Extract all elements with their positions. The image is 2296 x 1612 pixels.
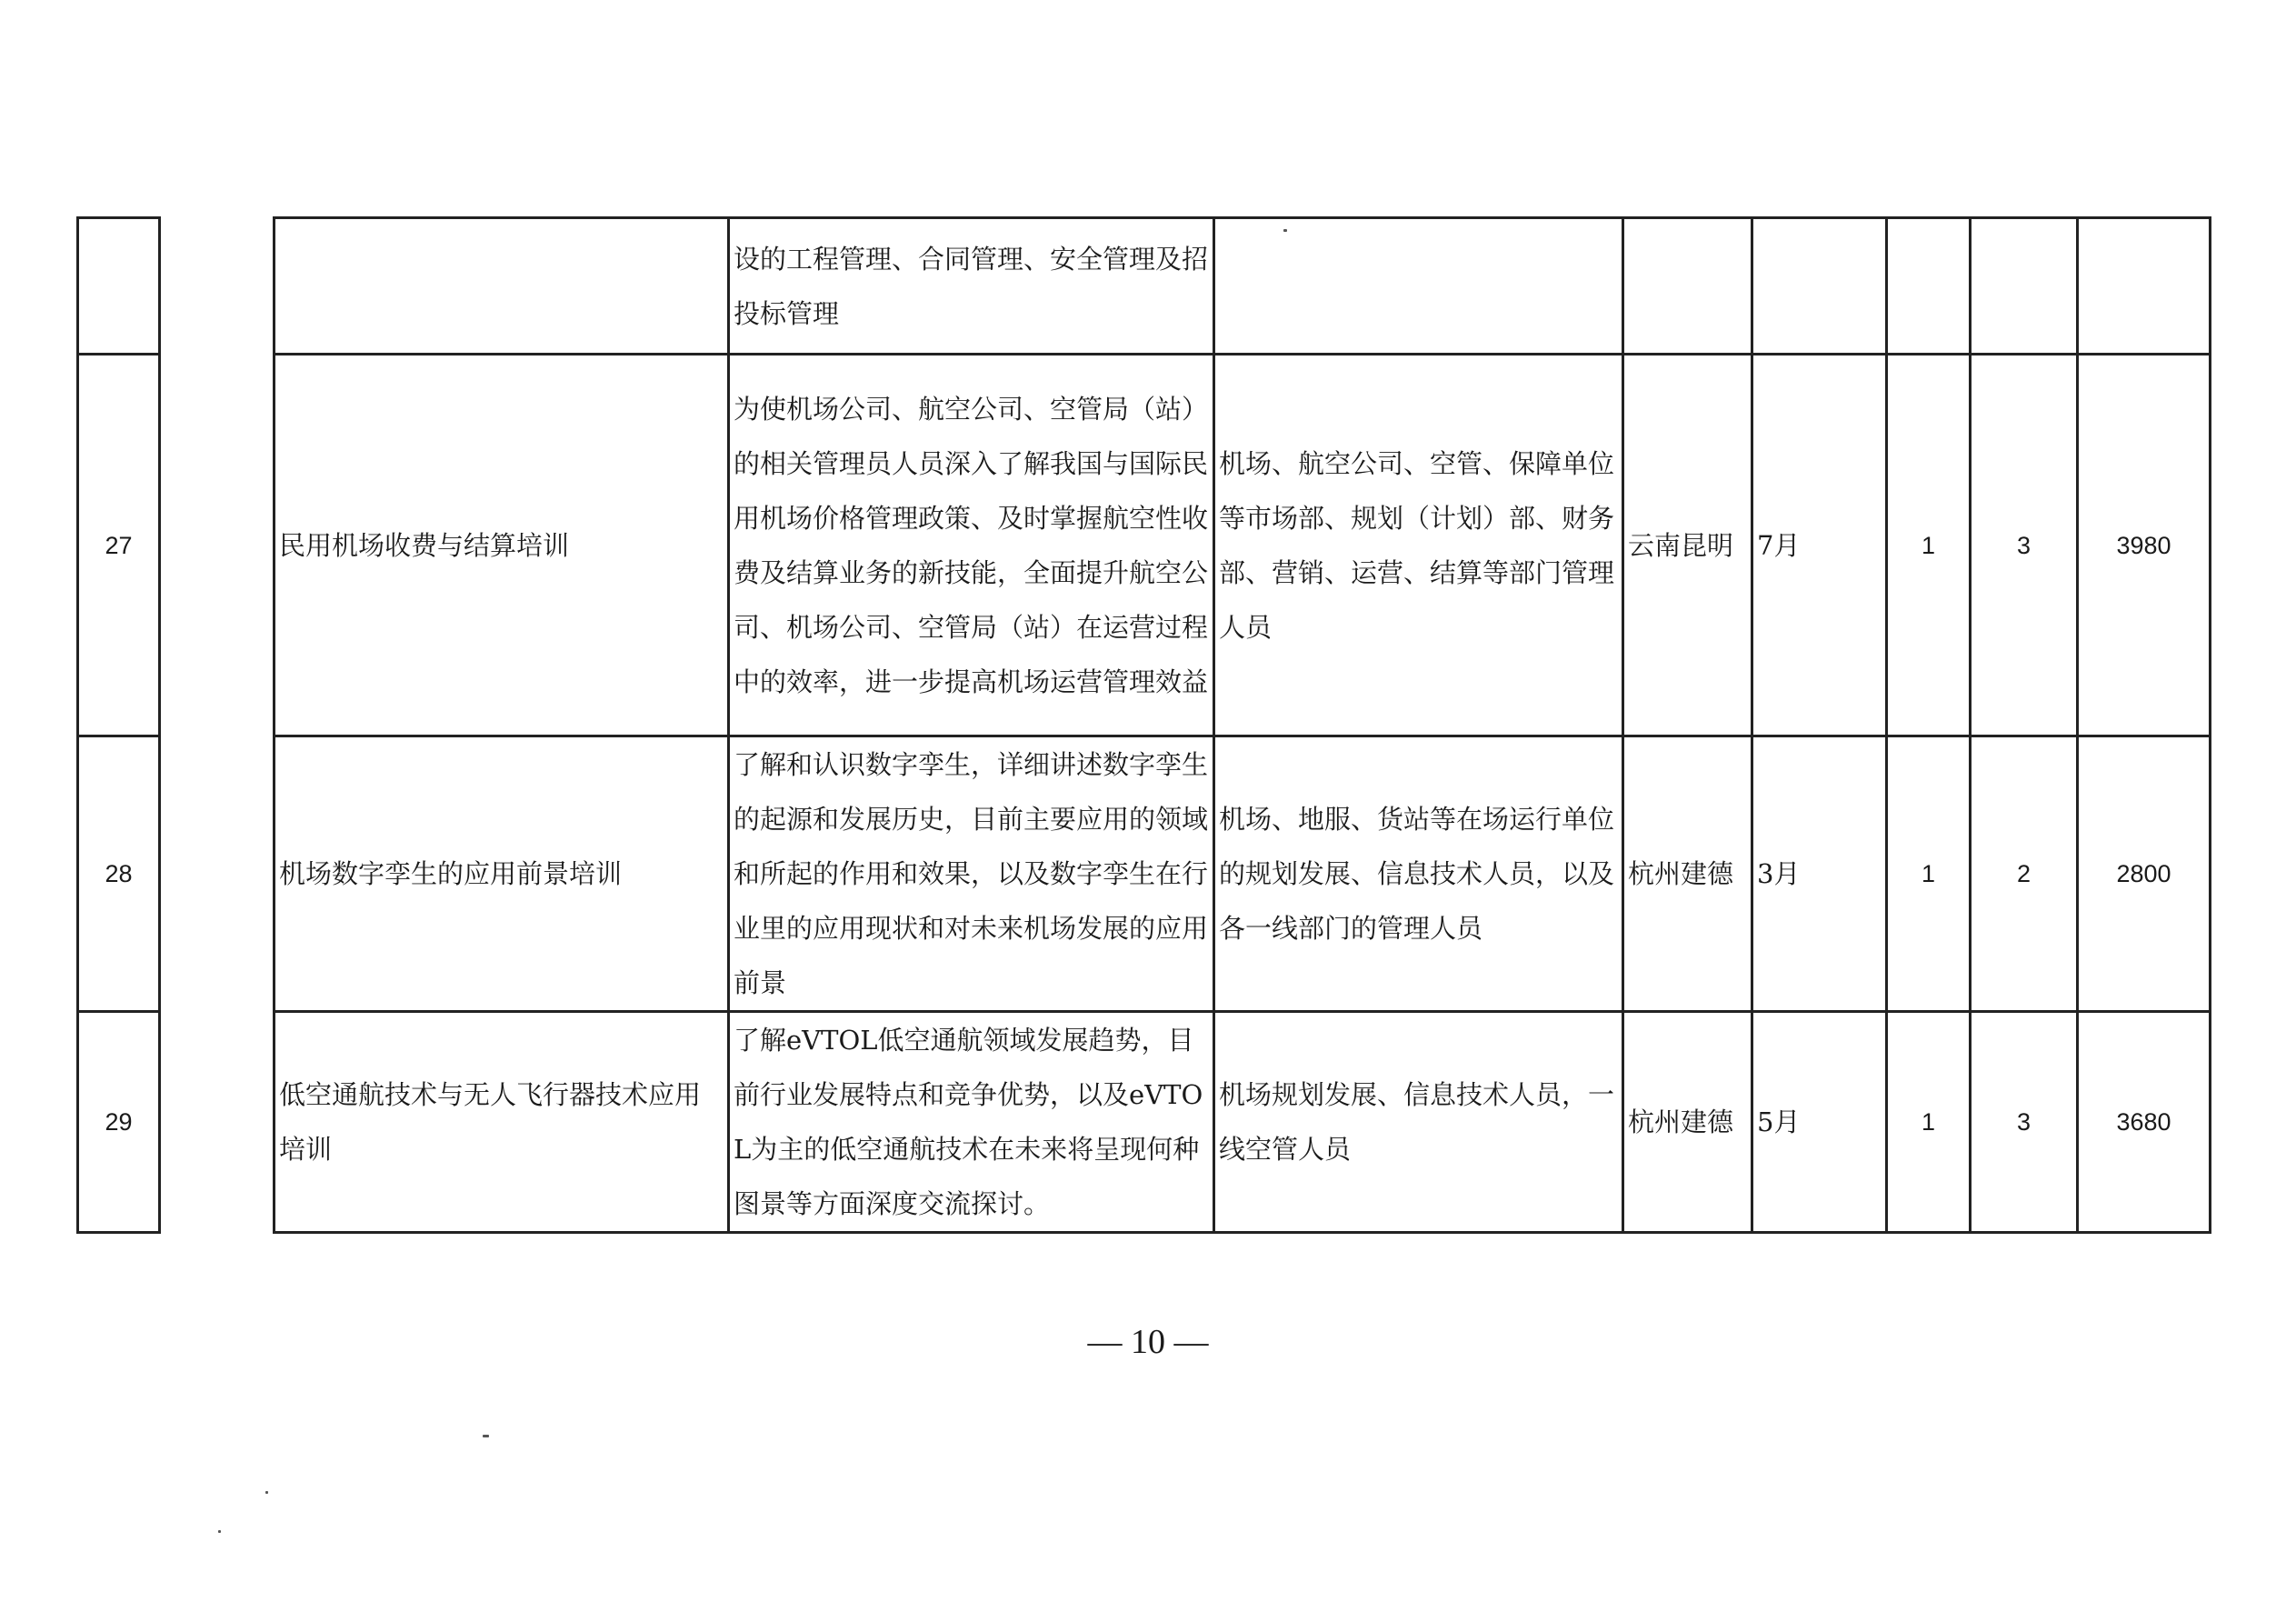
page-number: — 10 — — [1087, 1323, 1209, 1361]
target-audience: 机场、航空公司、空管、保障单位等市场部、规划（计划）部、财务部、营销、运营、结算等部门管理人员 — [1214, 355, 1623, 736]
table-row — [78, 1012, 2211, 1233]
fee — [2078, 218, 2211, 355]
category-cell — [160, 218, 275, 1233]
table-row — [78, 355, 2211, 736]
row-number: 27 — [78, 355, 160, 736]
location — [1623, 218, 1752, 355]
location: 云南昆明 — [1623, 355, 1752, 736]
table-row — [78, 736, 2211, 1012]
course-content: 为使机场公司、航空公司、空管局（站）的相关管理员人员深入了解我国与国际民用机场价格管理政策、及时掌握航空性收费及结算业务的新技能，全面提升航空公司、机场公司、空管局（站）在运营过程中的效率，进一步提高机场运营管理效益 — [729, 355, 1214, 736]
row-number: 28 — [78, 736, 160, 1012]
fee: 3980 — [2078, 355, 2211, 736]
course-content: 了解eVTOL低空通航领域发展趋势，目前行业发展特点和竞争优势，以及eVTOL为主的低空通航技术在未来将呈现何种图景等方面深度交流探讨。 — [729, 1012, 1214, 1233]
day-count: 2 — [1971, 736, 2078, 1012]
scan-speck — [483, 1435, 489, 1437]
session-count: 1 — [1887, 736, 1971, 1012]
month: 3月 — [1752, 736, 1887, 1012]
day-count: 3 — [1971, 1012, 2078, 1233]
course-name: 机场数字孪生的应用前景培训 — [275, 736, 729, 1012]
location: 杭州建德 — [1623, 736, 1752, 1012]
scan-speck — [218, 1530, 221, 1533]
course-content: 了解和认识数字孪生，详细讲述数字孪生的起源和发展历史，目前主要应用的领域和所起的作用和效果，以及数字孪生在行业里的应用现状和对未来机场发展的应用前景 — [729, 736, 1214, 1012]
course-name: 低空通航技术与无人飞行器技术应用培训 — [275, 1012, 729, 1233]
session-count — [1887, 218, 1971, 355]
session-count: 1 — [1887, 1012, 1971, 1233]
target-audience: 机场规划发展、信息技术人员，一线空管人员 — [1214, 1012, 1623, 1233]
fee: 3680 — [2078, 1012, 2211, 1233]
scan-speck — [1283, 229, 1287, 232]
target-audience — [1214, 218, 1623, 355]
month: 5月 — [1752, 1012, 1887, 1233]
course-content: 设的工程管理、合同管理、安全管理及招投标管理 — [729, 218, 1214, 355]
location: 杭州建德 — [1623, 1012, 1752, 1233]
month: 7月 — [1752, 355, 1887, 736]
row-number: 29 — [78, 1012, 160, 1233]
table-row — [78, 218, 2211, 355]
training-table — [76, 216, 2211, 1234]
course-name — [275, 218, 729, 355]
fee: 2800 — [2078, 736, 2211, 1012]
target-audience: 机场、地服、货站等在场运行单位的规划发展、信息技术人员，以及各一线部门的管理人员 — [1214, 736, 1623, 1012]
month — [1752, 218, 1887, 355]
row-number — [78, 218, 160, 355]
day-count — [1971, 218, 2078, 355]
course-name: 民用机场收费与结算培训 — [275, 355, 729, 736]
day-count: 3 — [1971, 355, 2078, 736]
scan-speck — [265, 1491, 268, 1494]
session-count: 1 — [1887, 355, 1971, 736]
